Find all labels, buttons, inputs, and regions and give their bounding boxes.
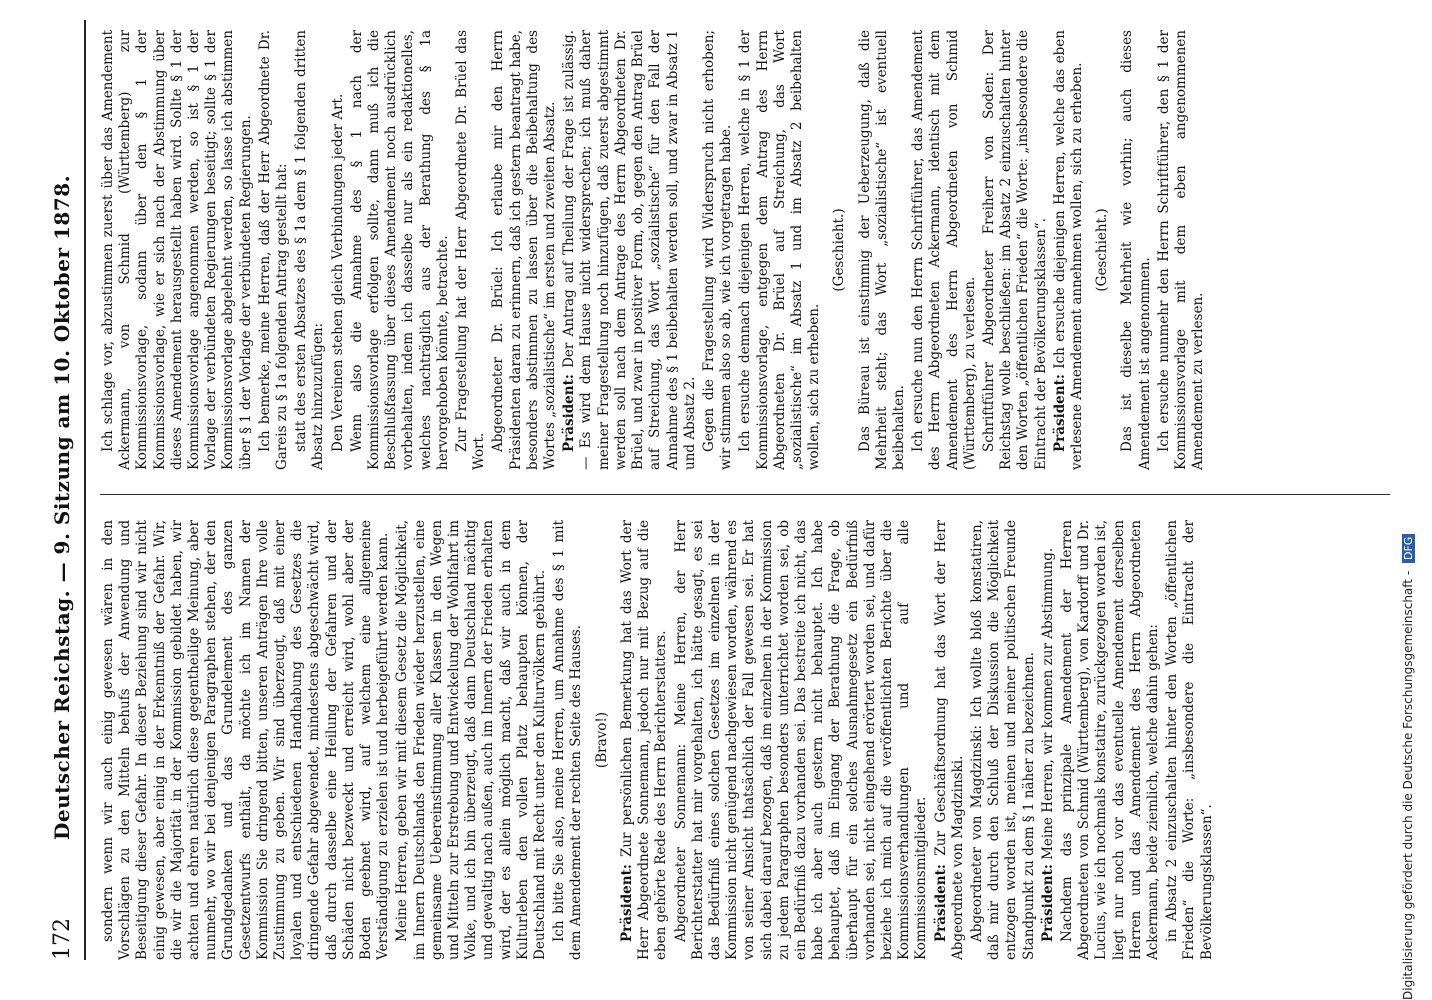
paragraph-text: Den Vereinen stehen gleich Verbindungen jeder Art. (329, 93, 346, 452)
side-credit (1395, 80, 1425, 1000)
left-column (100, 520, 1400, 960)
paragraph-text: Nachdem das prinzipale Amendement der Herren Abgeordneten von Schmid (Württemberg), von Kardorff und Dr. Lucius, wie ich nochmals konstatire, zurückgezogen worden ist, liegt nur noch vor das eventuelle Amendement derselben Herren und das Amendement des Herrn Abgeordneten Ackermann, beide ziemlich, welche dahin gehen: (1058, 520, 1161, 960)
paragraph-text: Zur Fragestellung hat der Herr Abgeordnete Dr. Brüel das Wort. (454, 30, 488, 470)
funding-text: Digitalisierung gefördert durch die Deutsche Forschungsgemeinschaft - (1401, 570, 1415, 1000)
paragraph (1059, 520, 1162, 960)
paragraph-text: (Geschieht.) (831, 208, 848, 292)
speaker-label: Präsident: (932, 864, 949, 942)
speaker-label: Präsident: (618, 864, 635, 942)
page-header (40, 20, 80, 960)
paragraph (257, 30, 291, 470)
paragraph (100, 30, 255, 470)
page-number: 172 (50, 918, 75, 960)
paragraph-text: Ich schlage vor, abzustimmen zuerst über das Amendement Ackermann, von Schmid (Württemberg) zur Kommissionsvorlage, sodann über den § 1 der Kommissionsvorlage, wie er sich nach der Abstimmung über dieses Amendement herausgestellt haben wird. Sollte § 1 der Kommissionsvorlage angenommen werden, so ist § 1 der Vorlage der verbündeten Regierungen beseitigt; sollte § 1 der Kommissionsvorlage abgelehnt werden, so lasse ich abstimmen über § 1 der Vorlage der verbündeten Regierungen. (100, 30, 254, 470)
paragraph (330, 30, 347, 470)
paragraph (594, 520, 611, 960)
paragraph (701, 30, 735, 470)
paragraph (561, 30, 699, 470)
paragraph-text: Das Büreau ist einstimmig der Ueberzeugung, daß die Mehrheit steht; das Wort „sozialistische“ ist eventuell beibehalten. (856, 30, 907, 470)
paragraph-text: Abgeordneter Dr. Brüel: Ich erlaube mir den Herrn Präsidenten daran zu erinnern, daß ich gestern beantragt habe, besonders abstimmen zu lassen über die Beibehaltung des Wortes „sozialistische“ im ersten und zweiten Absatz. (490, 30, 559, 470)
paragraph (981, 30, 1050, 470)
paragraph (737, 30, 823, 470)
paragraph (619, 520, 671, 960)
speaker-label: Präsident: (1051, 374, 1068, 452)
paragraph-text: in Absatz 2 einzuschalten hinter den Worten „öffentlichen Frieden“ die Worte: „insbesondere die Eintracht der Bevölkerungsklassen“. (1164, 520, 1215, 960)
paragraph (454, 30, 488, 470)
paragraph (1052, 30, 1086, 470)
paragraph (910, 30, 979, 470)
paragraph-text: Zur persönlichen Bemerkung hat das Wort der Herr Abgeordnete Sonnemann, jedoch nur mit Bezug auf die eben gehörte Rede des Herrn Berichterstatters. (618, 520, 670, 960)
paragraph-text: Wenn also die Annahme des § 1 nach der Kommissionsvorlage erfolgen sollte, dann muß ich die Beschlußfassung über dieses Amendement noch ausdrücklich vorbehalten, indem ich dasselbe nur als ein redaktionelles, welches nachträglich aus der Berathung des § 1a hervorgehoben könnte, betrachte. (348, 30, 451, 470)
paragraph-text: (Geschieht.) (1094, 208, 1111, 292)
document-page (40, 20, 1410, 960)
paragraph-text: Gegen die Fragestellung wird Widerspruch nicht erhoben; wir stimmen also so ab, wie ich vorgetragen habe. (700, 30, 735, 470)
paragraph-text: Zur Geschäftsordnung hat das Wort der Herr Abgeordnete von Magdzinski. (932, 520, 966, 960)
paragraph-text: Das ist dieselbe Mehrheit wie vorhin; auch dieses Amendement ist angenommen. (1119, 30, 1153, 470)
paragraph-text: Meine Herren, geben wir mit diesem Gesetz die Möglichkeit, im Innern Deutschlands den Frieden wieder herzustellen, eine gemeinsame Uebereinstimmung aller Klassen in den Wegen und Mitteln zur Erstrebung und Entwickelung der Wohlfahrt im Volke, und ich bin überzeugt, daß dann Deutschland mächtig und gewaltig nach außen, auch im Innern der Frieden erhalten wird, der es allein möglich macht, daß wir auch in dem Kulturleben den vollen Platz behaupten können, der Deutschland mit Recht unter den Kulturvölkern gebührt. (394, 520, 549, 960)
paragraph (490, 30, 559, 470)
paragraph (100, 520, 392, 960)
paragraph-text: Ich bitte Sie also, meine Herren, um Annahme des § 1 mit dem Amendement der rechten Seite des Hauses. (551, 520, 585, 960)
speaker-label: Präsident: (1039, 864, 1056, 942)
paragraph (1164, 520, 1216, 960)
paragraph-text: sondern wenn wir auch einig gewesen wären in den Vorschlägen zu den Mitteln behufs der Anwendung und Beseitigung dieser Gefahr. In dieser Beziehung sind wir nicht einig gewesen, aber einig in der Erkenntniß der Gefahr. Wir, die wir die Majorität in der Kommission gebildet haben, wir achten und ehren natürlich diese gegentheilige Meinung, aber nunmehr, wo wir bei denjenigen Paragraphen stehen, der den Grundgedanken und das Grundelement des ganzen Gesetzentwurfs enthält, da möchte ich im Namen der Kommission Sie dringend bitten, unseren Anträgen Ihre volle Zustimmung zu geben. Wir sind überzeugt, daß mit einer loyalen und entschiedenen Handhabung des Gesetzes die dringende Gefahr abgewendet, mindestens abgeschwächt wird, daß durch dasselbe eine Heilung der Gefahren und der Schäden nicht bezweckt und erreicht wird, wohl aber der Boden geebnet wird, auf welchem eine allgemeine Verständigung zu erzielen ist und herbeigeführt werden kann. (100, 520, 392, 960)
paragraph (831, 30, 848, 470)
paragraph-text: Ich ersuche nun den Herrn Schriftführer, das Amendement des Herrn Abgeordneten Ackermann, identisch mit dem Amendement des Herrn Abgeordneten von Schmid (Württemberg), zu verlesen. (910, 30, 978, 470)
paragraph-text: Ich ersuche nunmehr den Herrn Schriftführer, den § 1 der Kommissionsvorlage mit dem eben angenommenen Amendement zu verlesen. (1155, 30, 1207, 470)
page-title: Deutscher Reichstag. — 9. Sitzung am 10. Oktober 1878. (50, 174, 74, 840)
speaker-label: Präsident: (561, 374, 578, 452)
paragraph (551, 520, 585, 960)
dfg-logo: DFG (1402, 534, 1415, 563)
paragraph (349, 30, 452, 470)
paragraph (1094, 30, 1111, 470)
funding-note (1401, 80, 1429, 1000)
paragraph-text: Meine Herren, wir kommen zur Abstimmung. (1039, 547, 1056, 865)
paragraph (1040, 520, 1057, 960)
paragraph-text: Ich bemerke, meine Herren, daß der Herr Abgeordnete Dr. Gareis zu § 1a folgenden Antrag gestellt hat: (256, 30, 291, 470)
paragraph (673, 520, 931, 960)
paragraph-text: Abgeordneter von Magdzinski: Ich wollte bloß konstatiren, daß mir durch den Schluß der Diskussion die Möglichkeit entzogen worden ist, meinen und meiner politischen Freunde Standpunkt zu dem § 1 näher zu bezeichnen. (968, 520, 1037, 960)
paragraph (933, 520, 967, 960)
paragraph (394, 520, 549, 960)
paragraph (293, 30, 327, 470)
right-column (100, 30, 1400, 470)
paragraph (857, 30, 909, 470)
paragraph-text: Ich ersuche diejenigen Herren, welche das eben verlesene Amendement annehmen wollen, sich zu erheben. (1051, 30, 1085, 470)
paragraph-text: (Bravo!) (593, 711, 610, 769)
paragraph-text: Abgeordneter Sonnemann: Meine Herren, der Herr Berichterstatter hat mir vorgehalten, ich hätte gesagt, es sei das Bedürfniß eines solchen Gesetzes im einzelnen in der Kommission nicht genügend nachgewiesen worden, während es von seiner Ansicht thatsächlich der Fall gewesen sei. Er hat sich dabei darauf bezogen, daß im einzelnen in der Kommission zu jedem Paragraphen besonders unterrichtet worden sei, ob ein Bedürfniß dazu vorhanden sei. Das bestreite ich nicht, das habe ich aber auch gestern nicht behauptet. Ich habe behauptet, daß im Eingang der Berathung die Frage, ob überhaupt für ein solches Ausnahmegesetz ein Bedürfniß vorhanden sei, nicht eingehend erörtert worden sei, und dafür beziehe ich mich auf die veröffentlichten Berichte über die Kommissionsverhandlungen und auf alle Kommissionsmitglieder. (672, 520, 930, 960)
paragraph (1119, 30, 1153, 470)
paragraph-text: Schriftführer Abgeordneter Freiherr von Soden: Der Reichstag wolle beschließen: im Absatz 2 einzuschalten hinter den Worten „öffentlichen Frieden“ die Worte: „insbesondere die Eintracht der Bevölkerungsklassen“. (980, 30, 1049, 470)
paragraph-text: Der Antrag auf Theilung der Frage ist zulässig. — Es wird dem Hause nicht widersprechen; ich muß daher meiner Fragestellung noch hinzufügen, daß zuerst abgestimmt werden soll nach dem Antrage des Herrn Abgeordneten Dr. Brüel, und zwar in positiver Form, ob, gegen den Antrag Brüel auf Streichung, das Wort „sozialistische“ für den Fall der Annahme des § 1 beibehalten werden soll, und zwar in Absatz 1 und Absatz 2. (561, 30, 698, 470)
paragraph (969, 520, 1038, 960)
paragraph-text: Ich ersuche demnach diejenigen Herren, welche in § 1 der Kommissionsvorlage, entgegen dem Antrag des Herrn Abgeordneten Dr. Brüel auf Streichung, das Wort „sozialistische“ im Absatz 1 und im Absatz 2 beibehalten wollen, sich zu erheben. (737, 30, 823, 470)
paragraph-text: statt des ersten Absatzes des § 1a dem § 1 folgenden dritten Absatz hinzuzufügen: (293, 30, 327, 470)
header-rule (84, 20, 86, 960)
column-divider (100, 494, 1390, 495)
paragraph (1156, 30, 1208, 470)
